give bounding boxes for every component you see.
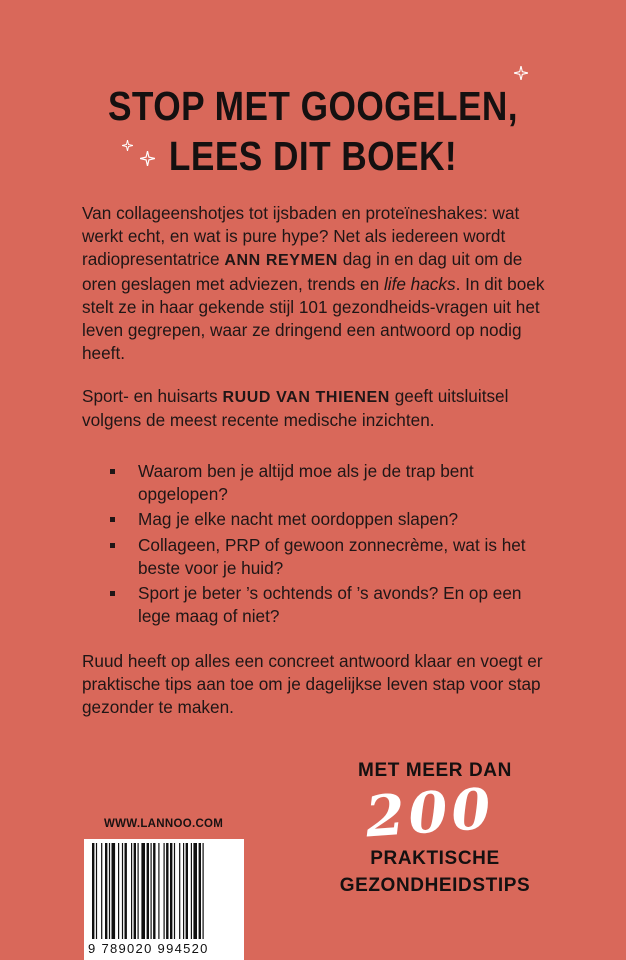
closing-paragraph: Ruud heeft op alles een concreet antwoord klaar en voegt er praktische tips aan toe om je dagelijkse leven stap voor stap gezonder te maken. bbox=[82, 651, 543, 718]
publisher-website: WWW.LANNOO.COM bbox=[104, 818, 224, 830]
author-name-ruud: RUUD VAN THIENEN bbox=[222, 389, 390, 406]
list-item: Sport je beter ’s ochtends of ’s avonds? En op een lege maag of niet? bbox=[108, 582, 548, 628]
promo-line-2: PRAKTISCHE bbox=[370, 848, 500, 869]
headline-line-1: STOP MET GOOGELEN, bbox=[107, 83, 519, 129]
bullet-icon bbox=[110, 469, 115, 474]
question-list bbox=[108, 460, 548, 630]
promo-number: 200 bbox=[363, 775, 497, 851]
list-item: Mag je elke nacht met oordoppen slapen? bbox=[108, 508, 548, 531]
doctor-paragraph: Sport- en huisarts RUUD VAN THIENEN geeft uitsluitsel volgens de meest recente medische inzichten. bbox=[82, 386, 509, 431]
barcode-bars bbox=[92, 843, 236, 939]
promo-line-1: MET MEER DAN bbox=[358, 760, 512, 781]
headline-line-2: LEES DIT BOEK! bbox=[168, 133, 458, 179]
sparkle-icon bbox=[514, 66, 528, 80]
bullet-icon bbox=[110, 591, 115, 596]
isbn-number: 9 789020 994520 bbox=[88, 941, 209, 956]
list-item: Collageen, PRP of gewoon zonnecrème, wat is het beste voor je huid? bbox=[108, 534, 548, 580]
bullet-icon bbox=[110, 543, 115, 548]
promo-line-3: GEZONDHEIDSTIPS bbox=[339, 875, 531, 896]
intro-paragraph: Van collageenshotjes tot ijsbaden en proteïneshakes: wat werkt echt, en wat is pure hype? Net als iedereen wordt radiopresentatrice ANN REYMEN dag in en dag uit om de oren geslagen met adviezen, trends en life hacks. In dit boek stelt ze in haar gekende stijl 101 gezondheids-vragen uit het leven gegrepen, waar ze dringend een antwoord op nodig heeft. bbox=[82, 203, 545, 364]
list-item: Waarom ben je altijd moe als je de trap bent opgelopen? bbox=[108, 460, 548, 506]
author-name-ann: ANN REYMEN bbox=[224, 252, 338, 270]
bullet-icon bbox=[110, 517, 115, 522]
barcode bbox=[84, 839, 244, 960]
